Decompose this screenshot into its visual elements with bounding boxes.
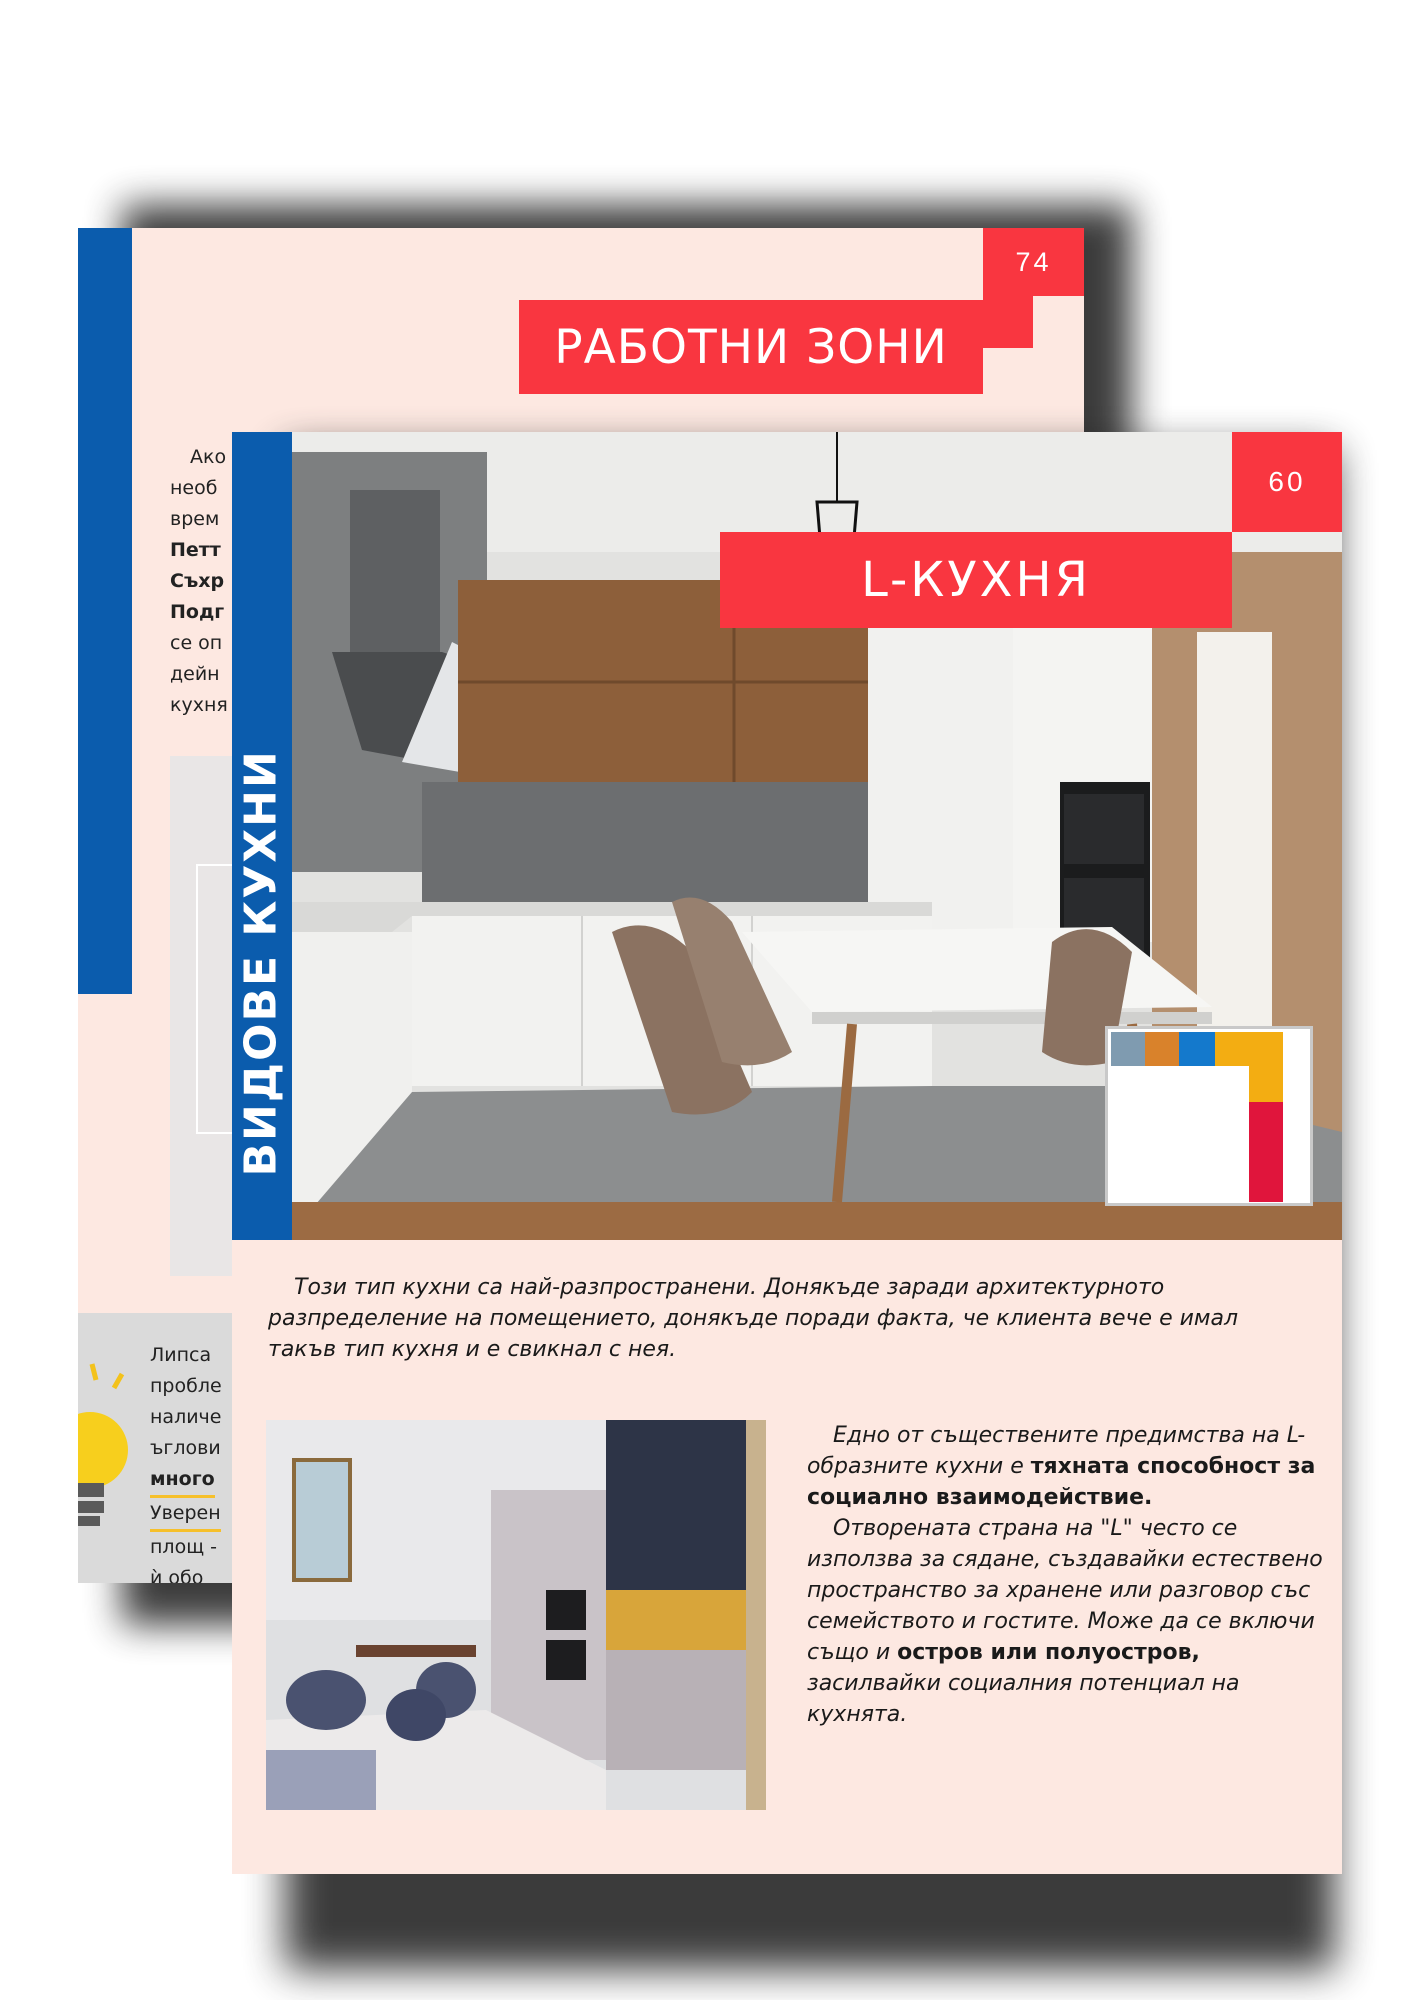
back-text-line: необ: [170, 477, 218, 499]
back-text-line: кухня: [170, 694, 228, 716]
benefits-paragraph: [807, 1420, 1327, 1730]
tip-line: ъглови: [150, 1437, 221, 1459]
benefits-text-bold: остров или полуостров,: [897, 1640, 1200, 1665]
back-page-blue-bar: [78, 228, 132, 994]
tip-line: Липса: [150, 1344, 212, 1366]
palette-swatch: [1145, 1032, 1179, 1066]
back-text-line: Ако: [190, 446, 227, 468]
tip-line: ѝ обо: [150, 1567, 204, 1583]
tip-line: Уверен: [150, 1498, 221, 1532]
section-label-text: ВИДОВЕ КУХНИ: [235, 749, 287, 1177]
back-text-line: Съхр: [170, 570, 225, 592]
back-page-number-accent: [983, 296, 1033, 348]
benefits-text: Отворената страна на "L" често се използва за сядане, създавайки естествено пространство за хранене или разговор със семейството и гостите. Може да се включи също и: [807, 1516, 1323, 1665]
front-page: [232, 432, 1342, 1874]
front-page-number: 60: [1232, 432, 1342, 532]
benefits-text: Едно от съществените предимства на L-образните кухни е: [807, 1423, 1306, 1479]
palette-swatch: [1111, 1032, 1145, 1066]
intro-text: Този тип кухни са най-разпространени. Донякъде заради архитектурното разпределение на помещението, донякъде поради факта, че клиента вече е имал такъв тип кухня и е свикнал с нея.: [268, 1275, 1239, 1362]
color-palette-logo: [1105, 1026, 1313, 1206]
tip-line: площ -: [150, 1536, 217, 1558]
back-text-line: Подг: [170, 601, 225, 623]
back-text-line: дейн: [170, 663, 220, 685]
intro-paragraph: [268, 1272, 1308, 1365]
back-page-tip-text: [150, 1340, 222, 1583]
tip-line: пробле: [150, 1375, 222, 1397]
tip-line: наличе: [150, 1406, 222, 1428]
tip-line-highlight: много: [150, 1464, 215, 1498]
back-text-line: се оп: [170, 632, 223, 654]
back-page-title: РАБОТНИ ЗОНИ: [519, 300, 983, 394]
kitchen-secondary-photo: [266, 1420, 766, 1810]
back-text-line: врем: [170, 508, 220, 530]
lightbulb-icon: [78, 1358, 158, 1548]
section-vertical-label: [232, 432, 292, 1240]
back-page-number: 74: [983, 228, 1084, 296]
benefits-text-bold: тяхната способност за социално взаимодействие.: [807, 1454, 1316, 1510]
front-page-title: L-КУХНЯ: [720, 532, 1232, 628]
palette-swatch: [1179, 1032, 1215, 1066]
back-text-line: Петт: [170, 539, 221, 561]
palette-swatch: [1249, 1102, 1283, 1202]
benefits-text: засилвайки социалния потенциал на кухнята.: [807, 1671, 1240, 1727]
